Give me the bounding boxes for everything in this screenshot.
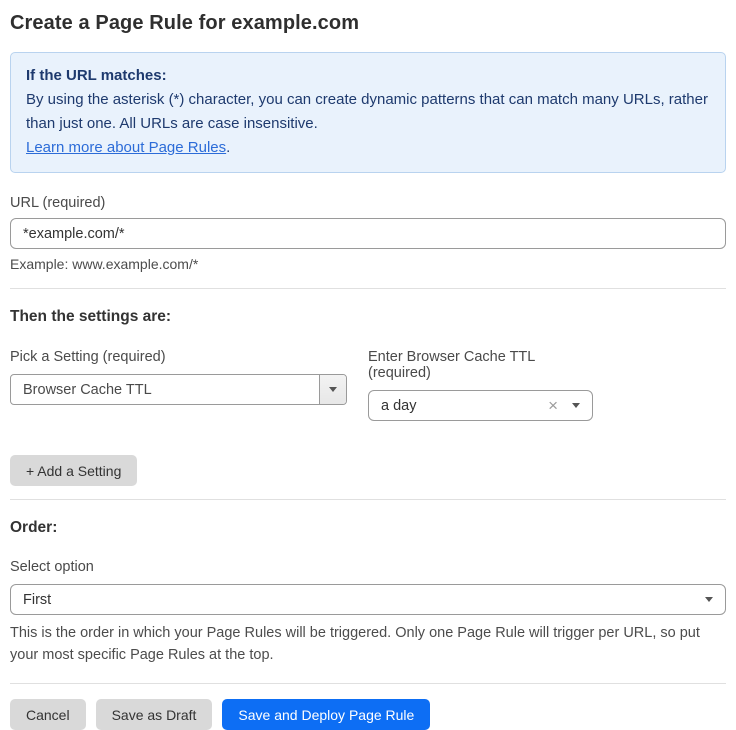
chevron-down-icon (329, 387, 337, 392)
learn-more-link[interactable]: Learn more about Page Rules (26, 139, 227, 156)
ttl-picker-select[interactable] (368, 390, 593, 421)
order-select-value: First (23, 591, 52, 608)
order-helper-text: This is the order in which your Page Rules will be triggered. Only one Page Rule will trigger per URL, so put your most specific Page Rules at the top. (10, 625, 700, 663)
url-field-label: URL (required) (10, 195, 106, 211)
divider (10, 499, 726, 500)
order-section-heading: Order: (10, 519, 58, 536)
url-field-helper: Example: www.example.com/* (10, 256, 199, 272)
link-suffix: . (226, 139, 231, 156)
url-match-info-box (10, 52, 726, 173)
setting-picker-label: Pick a Setting (required) (10, 349, 166, 365)
save-and-deploy-button[interactable]: Save and Deploy Page Rule (222, 699, 430, 730)
setting-picker-value: Browser Cache TTL (23, 381, 152, 398)
info-box-body: By using the asterisk (*) character, you can create dynamic patterns that can match many URLs, rather than just one. All URLs are case insensitive. (26, 91, 708, 132)
order-select-label: Select option (10, 559, 94, 575)
divider (10, 288, 726, 289)
divider (10, 683, 726, 684)
info-box-link-line (26, 136, 710, 160)
setting-picker-column (10, 349, 347, 421)
chevron-down-icon (572, 403, 580, 408)
clear-icon[interactable]: × (548, 396, 558, 415)
ttl-picker-column (368, 349, 593, 421)
save-as-draft-button[interactable]: Save as Draft (96, 699, 213, 730)
settings-section-heading: Then the settings are: (10, 308, 172, 325)
add-setting-button[interactable]: + Add a Setting (10, 455, 137, 486)
info-box-heading: If the URL matches: (26, 67, 167, 84)
page-title: Create a Page Rule for example.com (10, 12, 360, 34)
ttl-picker-label: Enter Browser Cache TTL (required) (368, 349, 535, 381)
ttl-picker-value: a day (381, 397, 417, 414)
cancel-button[interactable]: Cancel (10, 699, 86, 730)
setting-picker-arrow-segment[interactable] (319, 375, 346, 404)
chevron-down-icon (705, 597, 713, 602)
order-select[interactable] (10, 584, 726, 615)
footer-actions (10, 699, 726, 730)
settings-row (10, 349, 726, 421)
setting-picker-select[interactable] (10, 374, 347, 405)
url-input[interactable] (10, 218, 726, 249)
